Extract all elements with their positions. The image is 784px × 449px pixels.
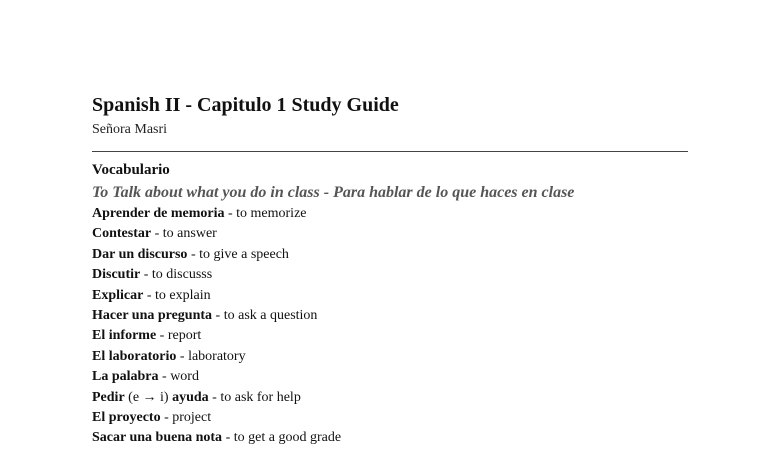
vocab-meaning: word	[170, 369, 199, 385]
vocab-term: Sacar una buena nota	[92, 430, 223, 446]
vocab-term: La palabra	[92, 369, 159, 385]
vocab-term: Explicar	[92, 287, 144, 303]
vocab-meaning: to explain	[155, 287, 211, 303]
vocab-item: Discutir - to discusss	[92, 267, 213, 283]
vocab-list	[92, 204, 692, 449]
vocab-meaning: report	[167, 328, 202, 344]
study-guide-page	[92, 92, 692, 449]
vocab-item: Pedir (e → i) ayuda - to ask for help	[92, 389, 301, 405]
vocab-item: Sacar una buena nota - to get a good grade	[92, 430, 342, 446]
vocab-term: Contestar	[92, 226, 152, 242]
vocab-item: La palabra - word	[92, 369, 199, 385]
vocab-term: El proyecto	[92, 410, 161, 426]
vocab-meaning: to discusss	[151, 267, 213, 283]
vocab-item: El laboratorio - laboratory	[92, 348, 246, 364]
vocab-term: El informe	[92, 328, 157, 344]
document-author: Señora Masri	[92, 122, 168, 137]
vocab-item: Contestar - to answer	[92, 226, 217, 242]
vocab-meaning: to get a good grade	[233, 430, 342, 446]
vocab-term: Pedir	[92, 389, 125, 405]
vocab-meaning: to ask a question	[223, 308, 318, 324]
vocab-item: Hacer una pregunta - to ask a question	[92, 308, 318, 324]
vocab-meaning: project	[172, 410, 212, 426]
vocab-meaning: to give a speech	[199, 246, 289, 262]
header-divider	[92, 151, 688, 152]
vocab-term: El laboratorio	[92, 348, 177, 364]
vocab-item: Explicar - to explain	[92, 287, 211, 303]
vocab-item: Dar un discurso - to give a speech	[92, 246, 289, 262]
vocab-item: El proyecto - project	[92, 410, 212, 426]
vocab-term: Discutir	[92, 267, 141, 283]
document-title: Spanish II - Capitulo 1 Study Guide	[92, 94, 399, 116]
section-heading-vocabulario: Vocabulario	[92, 162, 170, 178]
vocab-item: Aprender de memoria - to memorize	[92, 206, 307, 221]
vocab-meaning: laboratory	[188, 348, 246, 364]
vocab-term: Hacer una pregunta	[92, 308, 213, 324]
vocab-meaning: to answer	[162, 226, 217, 242]
vocab-term: Aprender de memoria	[92, 206, 225, 221]
vocab-note: (e → i)	[128, 389, 169, 405]
vocab-subheading: To Talk about what you do in class - Para hablar de lo que haces en clase	[92, 184, 575, 201]
vocab-meaning: to memorize	[236, 206, 307, 221]
vocab-meaning: to ask for help	[220, 389, 301, 405]
vocab-item: El informe - report	[92, 328, 202, 344]
vocab-term: Dar un discurso	[92, 246, 188, 262]
vocab-term-continued: ayuda	[172, 389, 209, 405]
